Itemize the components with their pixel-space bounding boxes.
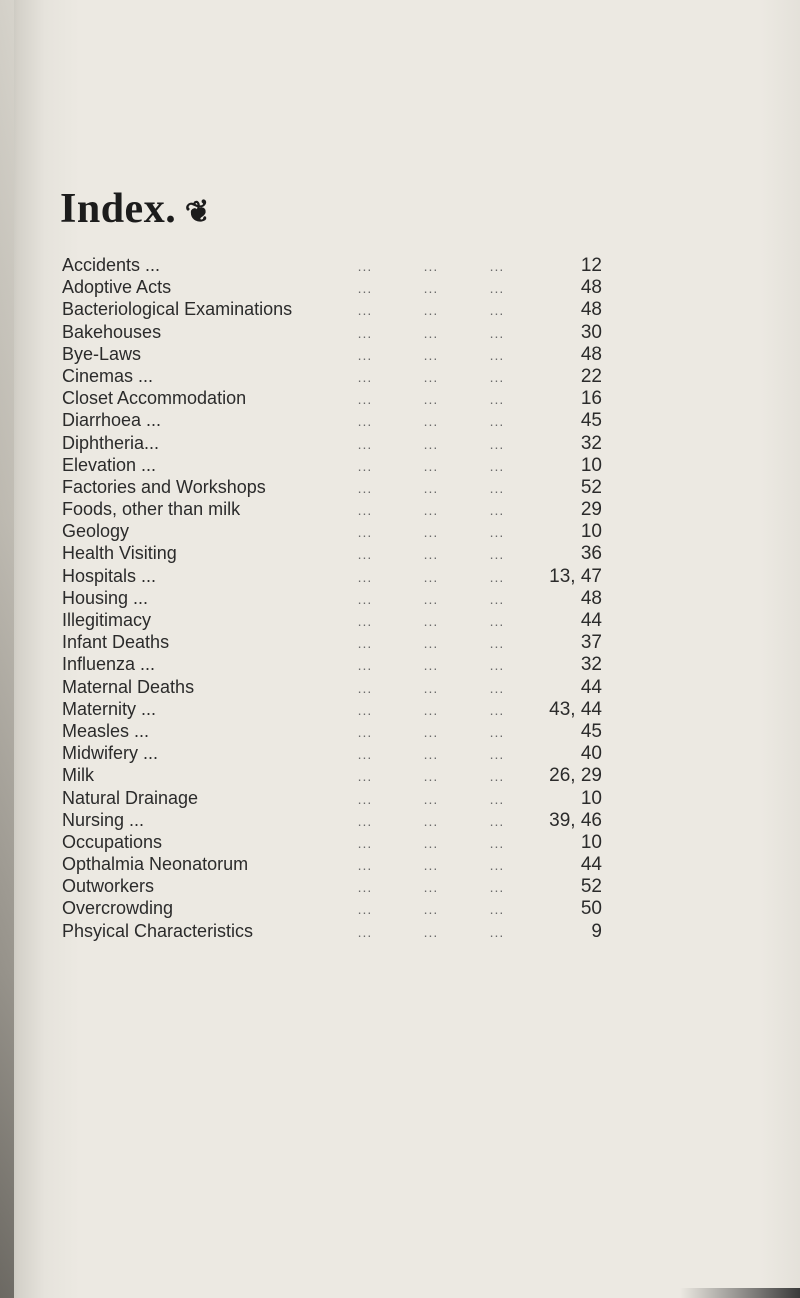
leader-dots: ... bbox=[357, 834, 373, 851]
index-entry bbox=[62, 565, 602, 587]
leader-dots: ... bbox=[489, 479, 505, 496]
entry-page-number: 16 bbox=[580, 388, 602, 410]
dot-leader bbox=[312, 788, 530, 810]
dot-leader bbox=[312, 588, 530, 610]
index-entry bbox=[62, 542, 602, 564]
leader-dots: ... bbox=[489, 413, 505, 430]
entry-page-number: 50 bbox=[580, 898, 602, 920]
entry-label: Nursing ... bbox=[62, 809, 145, 830]
leader-dots: ... bbox=[357, 346, 373, 363]
leader-dots: ... bbox=[357, 479, 373, 496]
leader-dots: ... bbox=[423, 590, 439, 607]
leader-dots: ... bbox=[423, 635, 439, 652]
dot-leader bbox=[312, 632, 530, 654]
leader-dots: ... bbox=[423, 701, 439, 718]
index-entry bbox=[62, 787, 602, 809]
dot-leader bbox=[312, 610, 530, 632]
index-entry bbox=[62, 764, 602, 786]
leader-dots: ... bbox=[423, 901, 439, 918]
dot-leader bbox=[312, 810, 530, 832]
leader-dots: ... bbox=[423, 613, 439, 629]
leader-dots: ... bbox=[423, 768, 439, 785]
entry-page-number: 9 bbox=[591, 920, 602, 942]
entry-label: Adoptive Acts bbox=[62, 277, 172, 298]
leader-dots: ... bbox=[489, 635, 505, 652]
dot-leader bbox=[312, 277, 530, 299]
leader-dots: ... bbox=[489, 901, 505, 918]
entry-label: Measles ... bbox=[62, 720, 150, 741]
leader-dots: ... bbox=[357, 857, 373, 874]
index-entry bbox=[62, 653, 602, 675]
dot-leader bbox=[312, 854, 530, 876]
leader-dots: ... bbox=[357, 391, 373, 408]
leader-dots: ... bbox=[423, 258, 439, 274]
leader-dots: ... bbox=[423, 413, 439, 430]
leader-dots: ... bbox=[489, 568, 505, 585]
leader-dots: ... bbox=[357, 723, 373, 740]
leader-dots: ... bbox=[489, 280, 505, 297]
dot-leader bbox=[312, 477, 530, 499]
entry-page-number: 44 bbox=[580, 610, 602, 631]
leader-dots: ... bbox=[489, 679, 505, 696]
entry-label: Maternal Deaths bbox=[62, 676, 195, 697]
entry-label: Foods, other than milk bbox=[62, 499, 241, 520]
leader-dots: ... bbox=[489, 590, 505, 607]
leader-dots: ... bbox=[489, 346, 505, 363]
index-entry bbox=[62, 920, 602, 942]
leader-dots: ... bbox=[489, 368, 505, 385]
dot-leader bbox=[312, 898, 530, 920]
leader-dots: ... bbox=[423, 346, 439, 363]
entry-page-number: 48 bbox=[580, 299, 602, 321]
index-entry bbox=[62, 897, 602, 919]
index-entry bbox=[62, 321, 602, 343]
entry-page-number: 32 bbox=[580, 432, 602, 454]
dot-leader bbox=[312, 566, 530, 588]
index-entry bbox=[62, 809, 602, 831]
leader-dots: ... bbox=[423, 923, 439, 940]
index-list bbox=[62, 254, 602, 942]
entry-label: Elevation ... bbox=[62, 454, 157, 475]
entry-label: Maternity ... bbox=[62, 698, 157, 719]
entry-label: Diarrhoea ... bbox=[62, 410, 162, 431]
dot-leader bbox=[312, 433, 530, 455]
entry-page-number: 26, 29 bbox=[549, 765, 602, 787]
index-entry bbox=[62, 387, 602, 409]
leader-dots: ... bbox=[357, 546, 373, 563]
entry-page-number: 45 bbox=[580, 720, 602, 742]
leader-dots: ... bbox=[489, 546, 505, 563]
leader-dots: ... bbox=[489, 723, 505, 740]
leader-dots: ... bbox=[357, 258, 373, 274]
index-entry bbox=[62, 831, 602, 853]
index-entry bbox=[62, 875, 602, 897]
index-heading bbox=[60, 185, 215, 233]
index-entry bbox=[62, 476, 602, 498]
dot-leader bbox=[312, 322, 530, 344]
dot-leader bbox=[312, 344, 530, 366]
leader-dots: ... bbox=[423, 568, 439, 585]
dot-leader bbox=[312, 721, 530, 743]
leader-dots: ... bbox=[357, 923, 373, 940]
index-entry bbox=[62, 720, 602, 742]
leader-dots: ... bbox=[489, 768, 505, 785]
leader-dots: ... bbox=[489, 613, 505, 629]
leader-dots: ... bbox=[423, 546, 439, 563]
leader-dots: ... bbox=[489, 302, 505, 319]
leader-dots: ... bbox=[357, 701, 373, 718]
dot-leader bbox=[312, 921, 530, 943]
dot-leader bbox=[312, 743, 530, 765]
entry-label: Geology bbox=[62, 521, 130, 542]
entry-label: Infant Deaths bbox=[62, 632, 170, 653]
entry-page-number: 52 bbox=[580, 476, 602, 498]
leader-dots: ... bbox=[489, 879, 505, 896]
index-entry bbox=[62, 276, 602, 298]
dot-leader bbox=[312, 832, 530, 854]
leader-dots: ... bbox=[357, 413, 373, 430]
entry-label: Factories and Workshops bbox=[62, 476, 266, 497]
index-entry bbox=[62, 609, 602, 631]
leader-dots: ... bbox=[423, 368, 439, 385]
index-entry bbox=[62, 343, 602, 365]
entry-label: Influenza ... bbox=[62, 654, 156, 675]
leader-dots: ... bbox=[423, 857, 439, 874]
index-entry bbox=[62, 254, 602, 276]
index-entry bbox=[62, 365, 602, 387]
index-entry bbox=[62, 631, 602, 653]
leader-dots: ... bbox=[423, 723, 439, 740]
entry-page-number: 10 bbox=[580, 831, 602, 853]
entry-page-number: 40 bbox=[580, 743, 602, 765]
leader-dots: ... bbox=[423, 679, 439, 696]
leaf-ornament-icon: ❦ bbox=[183, 193, 215, 232]
entry-page-number: 29 bbox=[580, 499, 602, 521]
leader-dots: ... bbox=[357, 280, 373, 297]
dot-leader bbox=[312, 255, 530, 277]
leader-dots: ... bbox=[357, 302, 373, 319]
entry-page-number: 22 bbox=[580, 365, 602, 387]
entry-page-number: 48 bbox=[580, 587, 602, 609]
leader-dots: ... bbox=[423, 435, 439, 452]
leader-dots: ... bbox=[489, 457, 505, 474]
entry-page-number: 10 bbox=[580, 521, 602, 543]
leader-dots: ... bbox=[489, 524, 505, 541]
entry-label: Bakehouses bbox=[62, 321, 162, 342]
leader-dots: ... bbox=[489, 923, 505, 940]
entry-page-number: 10 bbox=[580, 454, 602, 476]
dot-leader bbox=[312, 410, 530, 432]
entry-label: Outworkers bbox=[62, 876, 155, 897]
index-entry bbox=[62, 520, 602, 542]
entry-page-number: 39, 46 bbox=[549, 809, 602, 831]
entry-page-number: 13, 47 bbox=[549, 565, 602, 587]
leader-dots: ... bbox=[489, 746, 505, 763]
entry-page-number: 10 bbox=[580, 787, 602, 809]
index-entry bbox=[62, 698, 602, 720]
entry-page-number: 37 bbox=[580, 632, 602, 654]
leader-dots: ... bbox=[357, 590, 373, 607]
index-entry bbox=[62, 298, 602, 320]
leader-dots: ... bbox=[423, 324, 439, 341]
leader-dots: ... bbox=[357, 679, 373, 696]
leader-dots: ... bbox=[357, 368, 373, 385]
leader-dots: ... bbox=[489, 502, 505, 519]
leader-dots: ... bbox=[357, 524, 373, 541]
leader-dots: ... bbox=[357, 768, 373, 785]
entry-label: Overcrowding bbox=[62, 898, 174, 919]
dot-leader bbox=[312, 765, 530, 787]
leader-dots: ... bbox=[357, 568, 373, 585]
entry-label: Milk bbox=[62, 765, 94, 786]
leader-dots: ... bbox=[357, 901, 373, 918]
leader-dots: ... bbox=[423, 746, 439, 763]
leader-dots: ... bbox=[357, 746, 373, 763]
leader-dots: ... bbox=[489, 701, 505, 718]
entry-label: Midwifery ... bbox=[62, 743, 159, 764]
dot-leader bbox=[312, 455, 530, 477]
index-entry bbox=[62, 742, 602, 764]
index-entry bbox=[62, 454, 602, 476]
leader-dots: ... bbox=[357, 457, 373, 474]
entry-page-number: 52 bbox=[580, 876, 602, 898]
entry-page-number: 44 bbox=[580, 676, 602, 698]
entry-label: Health Visiting bbox=[62, 543, 177, 564]
entry-page-number: 45 bbox=[580, 410, 602, 432]
dot-leader bbox=[312, 876, 530, 898]
leader-dots: ... bbox=[423, 457, 439, 474]
dot-leader bbox=[312, 699, 530, 721]
entry-label: Closet Accommodation bbox=[62, 388, 247, 409]
entry-page-number: 48 bbox=[580, 277, 602, 299]
dot-leader bbox=[312, 366, 530, 388]
dot-leader bbox=[312, 521, 530, 543]
entry-label: Occupations bbox=[62, 831, 163, 852]
entry-label: Illegitimacy bbox=[62, 610, 152, 630]
dot-leader bbox=[312, 388, 530, 410]
leader-dots: ... bbox=[489, 857, 505, 874]
leader-dots: ... bbox=[489, 657, 505, 674]
leader-dots: ... bbox=[489, 812, 505, 829]
dot-leader bbox=[312, 543, 530, 565]
leader-dots: ... bbox=[423, 834, 439, 851]
leader-dots: ... bbox=[423, 790, 439, 807]
leader-dots: ... bbox=[357, 435, 373, 452]
leader-dots: ... bbox=[423, 524, 439, 541]
leader-dots: ... bbox=[357, 812, 373, 829]
dot-leader bbox=[312, 299, 530, 321]
leader-dots: ... bbox=[489, 790, 505, 807]
entry-label: Cinemas ... bbox=[62, 365, 154, 386]
leader-dots: ... bbox=[357, 324, 373, 341]
leader-dots: ... bbox=[357, 790, 373, 807]
entry-label: Phsyical Characteristics bbox=[62, 920, 254, 941]
leader-dots: ... bbox=[357, 879, 373, 896]
leader-dots: ... bbox=[423, 502, 439, 519]
entry-page-number: 32 bbox=[580, 654, 602, 676]
entry-label: Natural Drainage bbox=[62, 787, 199, 808]
entry-page-number: 30 bbox=[580, 321, 602, 343]
entry-label: Diphtheria... bbox=[62, 432, 160, 453]
index-entry bbox=[62, 498, 602, 520]
leader-dots: ... bbox=[423, 812, 439, 829]
leader-dots: ... bbox=[357, 635, 373, 652]
index-entry bbox=[62, 587, 602, 609]
entry-label: Housing ... bbox=[62, 587, 149, 608]
entry-page-number: 12 bbox=[580, 255, 602, 276]
leader-dots: ... bbox=[423, 280, 439, 297]
leader-dots: ... bbox=[357, 502, 373, 519]
leader-dots: ... bbox=[489, 324, 505, 341]
entry-page-number: 48 bbox=[580, 343, 602, 365]
leader-dots: ... bbox=[489, 258, 505, 274]
entry-page-number: 43, 44 bbox=[549, 698, 602, 720]
page-bottom-edge bbox=[680, 1288, 800, 1298]
entry-label: Hospitals ... bbox=[62, 565, 157, 586]
leader-dots: ... bbox=[489, 435, 505, 452]
leader-dots: ... bbox=[423, 391, 439, 408]
book-spine-shadow bbox=[0, 0, 14, 1298]
leader-dots: ... bbox=[423, 657, 439, 674]
entry-label: Bye-Laws bbox=[62, 343, 142, 364]
leader-dots: ... bbox=[423, 879, 439, 896]
leader-dots: ... bbox=[357, 657, 373, 674]
leader-dots: ... bbox=[489, 391, 505, 408]
index-entry bbox=[62, 432, 602, 454]
dot-leader bbox=[312, 499, 530, 521]
index-entry bbox=[62, 409, 602, 431]
entry-label: Opthalmia Neonatorum bbox=[62, 854, 249, 875]
leader-dots: ... bbox=[423, 479, 439, 496]
index-entry bbox=[62, 676, 602, 698]
entry-page-number: 36 bbox=[580, 543, 602, 565]
dot-leader bbox=[312, 654, 530, 676]
dot-leader bbox=[312, 677, 530, 699]
leader-dots: ... bbox=[357, 613, 373, 629]
index-title: Index. bbox=[60, 186, 177, 232]
leader-dots: ... bbox=[489, 834, 505, 851]
leader-dots: ... bbox=[423, 302, 439, 319]
index-entry bbox=[62, 853, 602, 875]
entry-page-number: 44 bbox=[580, 854, 602, 876]
entry-label: Accidents ... bbox=[62, 255, 161, 275]
entry-label: Bacteriological Examinations bbox=[62, 299, 293, 320]
